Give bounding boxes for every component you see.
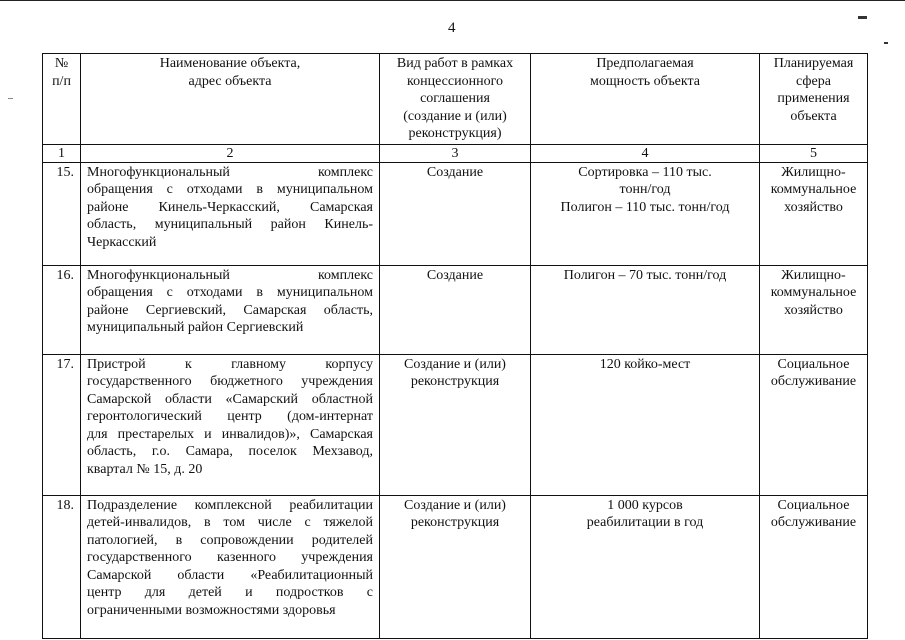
work-type-cell <box>380 495 531 638</box>
object-name-cell <box>81 162 380 265</box>
header-line: Планируемая <box>773 56 854 71</box>
column-number: 3 <box>380 144 531 162</box>
table-row <box>43 495 868 638</box>
cell-line: Подразделение комплексной реабилитации <box>87 497 373 513</box>
cell-line: Создание <box>426 164 484 180</box>
header-line: адрес объекта <box>188 73 272 89</box>
cell-line: Самарской области «Самарский областной <box>87 391 373 407</box>
header-line: мощность объекта <box>589 73 701 89</box>
column-number: 2 <box>81 144 380 162</box>
cell-line: Создание и (или) <box>404 497 506 513</box>
cell-line: геронтологический центр (дом-интернат <box>87 409 373 424</box>
cell-line: Черкасский <box>87 234 157 250</box>
cell-line: Жилищно- <box>781 267 846 283</box>
scan-speck <box>8 98 13 99</box>
cell-line: область, муниципальный район Кинель- <box>87 217 373 232</box>
header-line: п/п <box>52 73 71 89</box>
cell-line: Многофункциональный комплекс <box>87 164 373 180</box>
cell-line: Пристрой к главному корпусу <box>87 356 373 372</box>
cell-line: муниципальный район Сергиевский <box>87 320 304 335</box>
cell-line: Сортировка – 110 тыс. <box>578 164 712 180</box>
cell-line: коммунальное <box>770 182 857 197</box>
cell-line: хозяйство <box>784 199 843 215</box>
capacity-cell <box>531 265 760 354</box>
cell-line: Жилищно- <box>781 164 846 180</box>
header-object-name <box>81 54 380 145</box>
top-edge-rule <box>0 0 905 2</box>
table-row <box>43 265 868 354</box>
cell-line: хозяйство <box>784 302 843 318</box>
cell-line: обслуживание <box>770 374 857 389</box>
table-row <box>43 354 868 495</box>
capacity-cell <box>531 354 760 495</box>
work-type-cell <box>380 265 531 354</box>
header-line: сфера <box>796 73 831 89</box>
cell-line: коммунальное <box>770 285 857 300</box>
cell-line: 1 000 курсов <box>607 497 683 513</box>
sphere-cell <box>760 162 868 265</box>
cell-line: ограниченными возможностями здоровья <box>87 602 336 618</box>
cell-line: Создание <box>426 267 484 283</box>
cell-line: область, г.о. Самара, поселок Мехзавод, <box>87 444 373 459</box>
header-line: реконструкция) <box>408 126 502 141</box>
cell-line: патологией, в сопровождении родителей <box>87 532 373 548</box>
header-line: (создание и (или) <box>403 108 507 124</box>
cell-line: Полигон – 110 тыс. тонн/год <box>560 199 730 215</box>
cell-line: районе Кинель-Черкасский, Самарская <box>87 199 373 215</box>
header-line: объекта <box>790 108 837 124</box>
capacity-cell <box>531 495 760 638</box>
cell-line: квартал № 15, д. 20 <box>87 461 203 477</box>
column-number: 4 <box>531 144 760 162</box>
cell-line: обслуживание <box>770 515 857 530</box>
cell-line: Многофункциональный комплекс <box>87 267 373 283</box>
cell-line: детей-инвалидов, в том числе с тяжелой <box>87 515 373 530</box>
cell-line: Самарской области «Реабилитационный <box>87 567 373 583</box>
row-number: 15. <box>43 162 81 265</box>
header-line: № <box>54 56 69 71</box>
cell-line: государственного казенного учреждения <box>87 550 373 565</box>
header-line: соглашения <box>420 91 490 106</box>
column-number: 5 <box>760 144 868 162</box>
header-line: Наименование объекта, <box>159 56 301 71</box>
sphere-cell <box>760 354 868 495</box>
row-number: 18. <box>43 495 81 638</box>
cell-line: Социальное <box>777 356 850 372</box>
header-sphere <box>760 54 868 145</box>
cell-line: центр для детей и подростков с <box>87 585 373 600</box>
cell-line: районе Сергиевский, Самарская область, <box>87 302 373 318</box>
cell-line: Полигон – 70 тыс. тонн/год <box>563 267 727 283</box>
header-line: применения <box>777 91 850 106</box>
cell-line: государственного бюджетного учреждения <box>87 374 373 389</box>
table-row <box>43 162 868 265</box>
table-header-row <box>43 54 868 145</box>
capacity-cell <box>531 162 760 265</box>
scan-speck <box>884 42 888 44</box>
object-name-cell <box>81 495 380 638</box>
cell-line: Социальное <box>777 497 850 513</box>
cell-line: реконструкция <box>410 374 500 389</box>
cell-line: обращения с отходами в муниципальном <box>87 285 373 300</box>
work-type-cell <box>380 162 531 265</box>
page-number: 4 <box>448 20 456 36</box>
header-line: Предполагаемая <box>596 56 694 71</box>
column-number-row <box>43 144 868 162</box>
header-line: концессионного <box>407 73 503 89</box>
cell-line: обращения с отходами в муниципальном <box>87 182 373 197</box>
cell-line: 120 койко-мест <box>599 356 691 372</box>
object-name-cell <box>81 265 380 354</box>
sphere-cell <box>760 495 868 638</box>
row-number: 17. <box>43 354 81 495</box>
work-type-cell <box>380 354 531 495</box>
row-number: 16. <box>43 265 81 354</box>
cell-line: реконструкция <box>410 515 500 530</box>
sphere-cell <box>760 265 868 354</box>
cell-line: тонн/год <box>619 182 671 197</box>
header-number <box>43 54 81 145</box>
cell-line: реабилитации в год <box>586 515 704 530</box>
cell-line: для престарелых и инвалидов)», Самарская <box>87 426 373 442</box>
scan-speck <box>858 16 867 19</box>
column-number: 1 <box>43 144 81 162</box>
cell-line: Создание и (или) <box>404 356 506 372</box>
header-work-type <box>380 54 531 145</box>
object-name-cell <box>81 354 380 495</box>
header-capacity <box>531 54 760 145</box>
table-body <box>43 162 868 638</box>
header-line: Вид работ в рамках <box>396 56 514 71</box>
concession-objects-table <box>42 53 868 639</box>
